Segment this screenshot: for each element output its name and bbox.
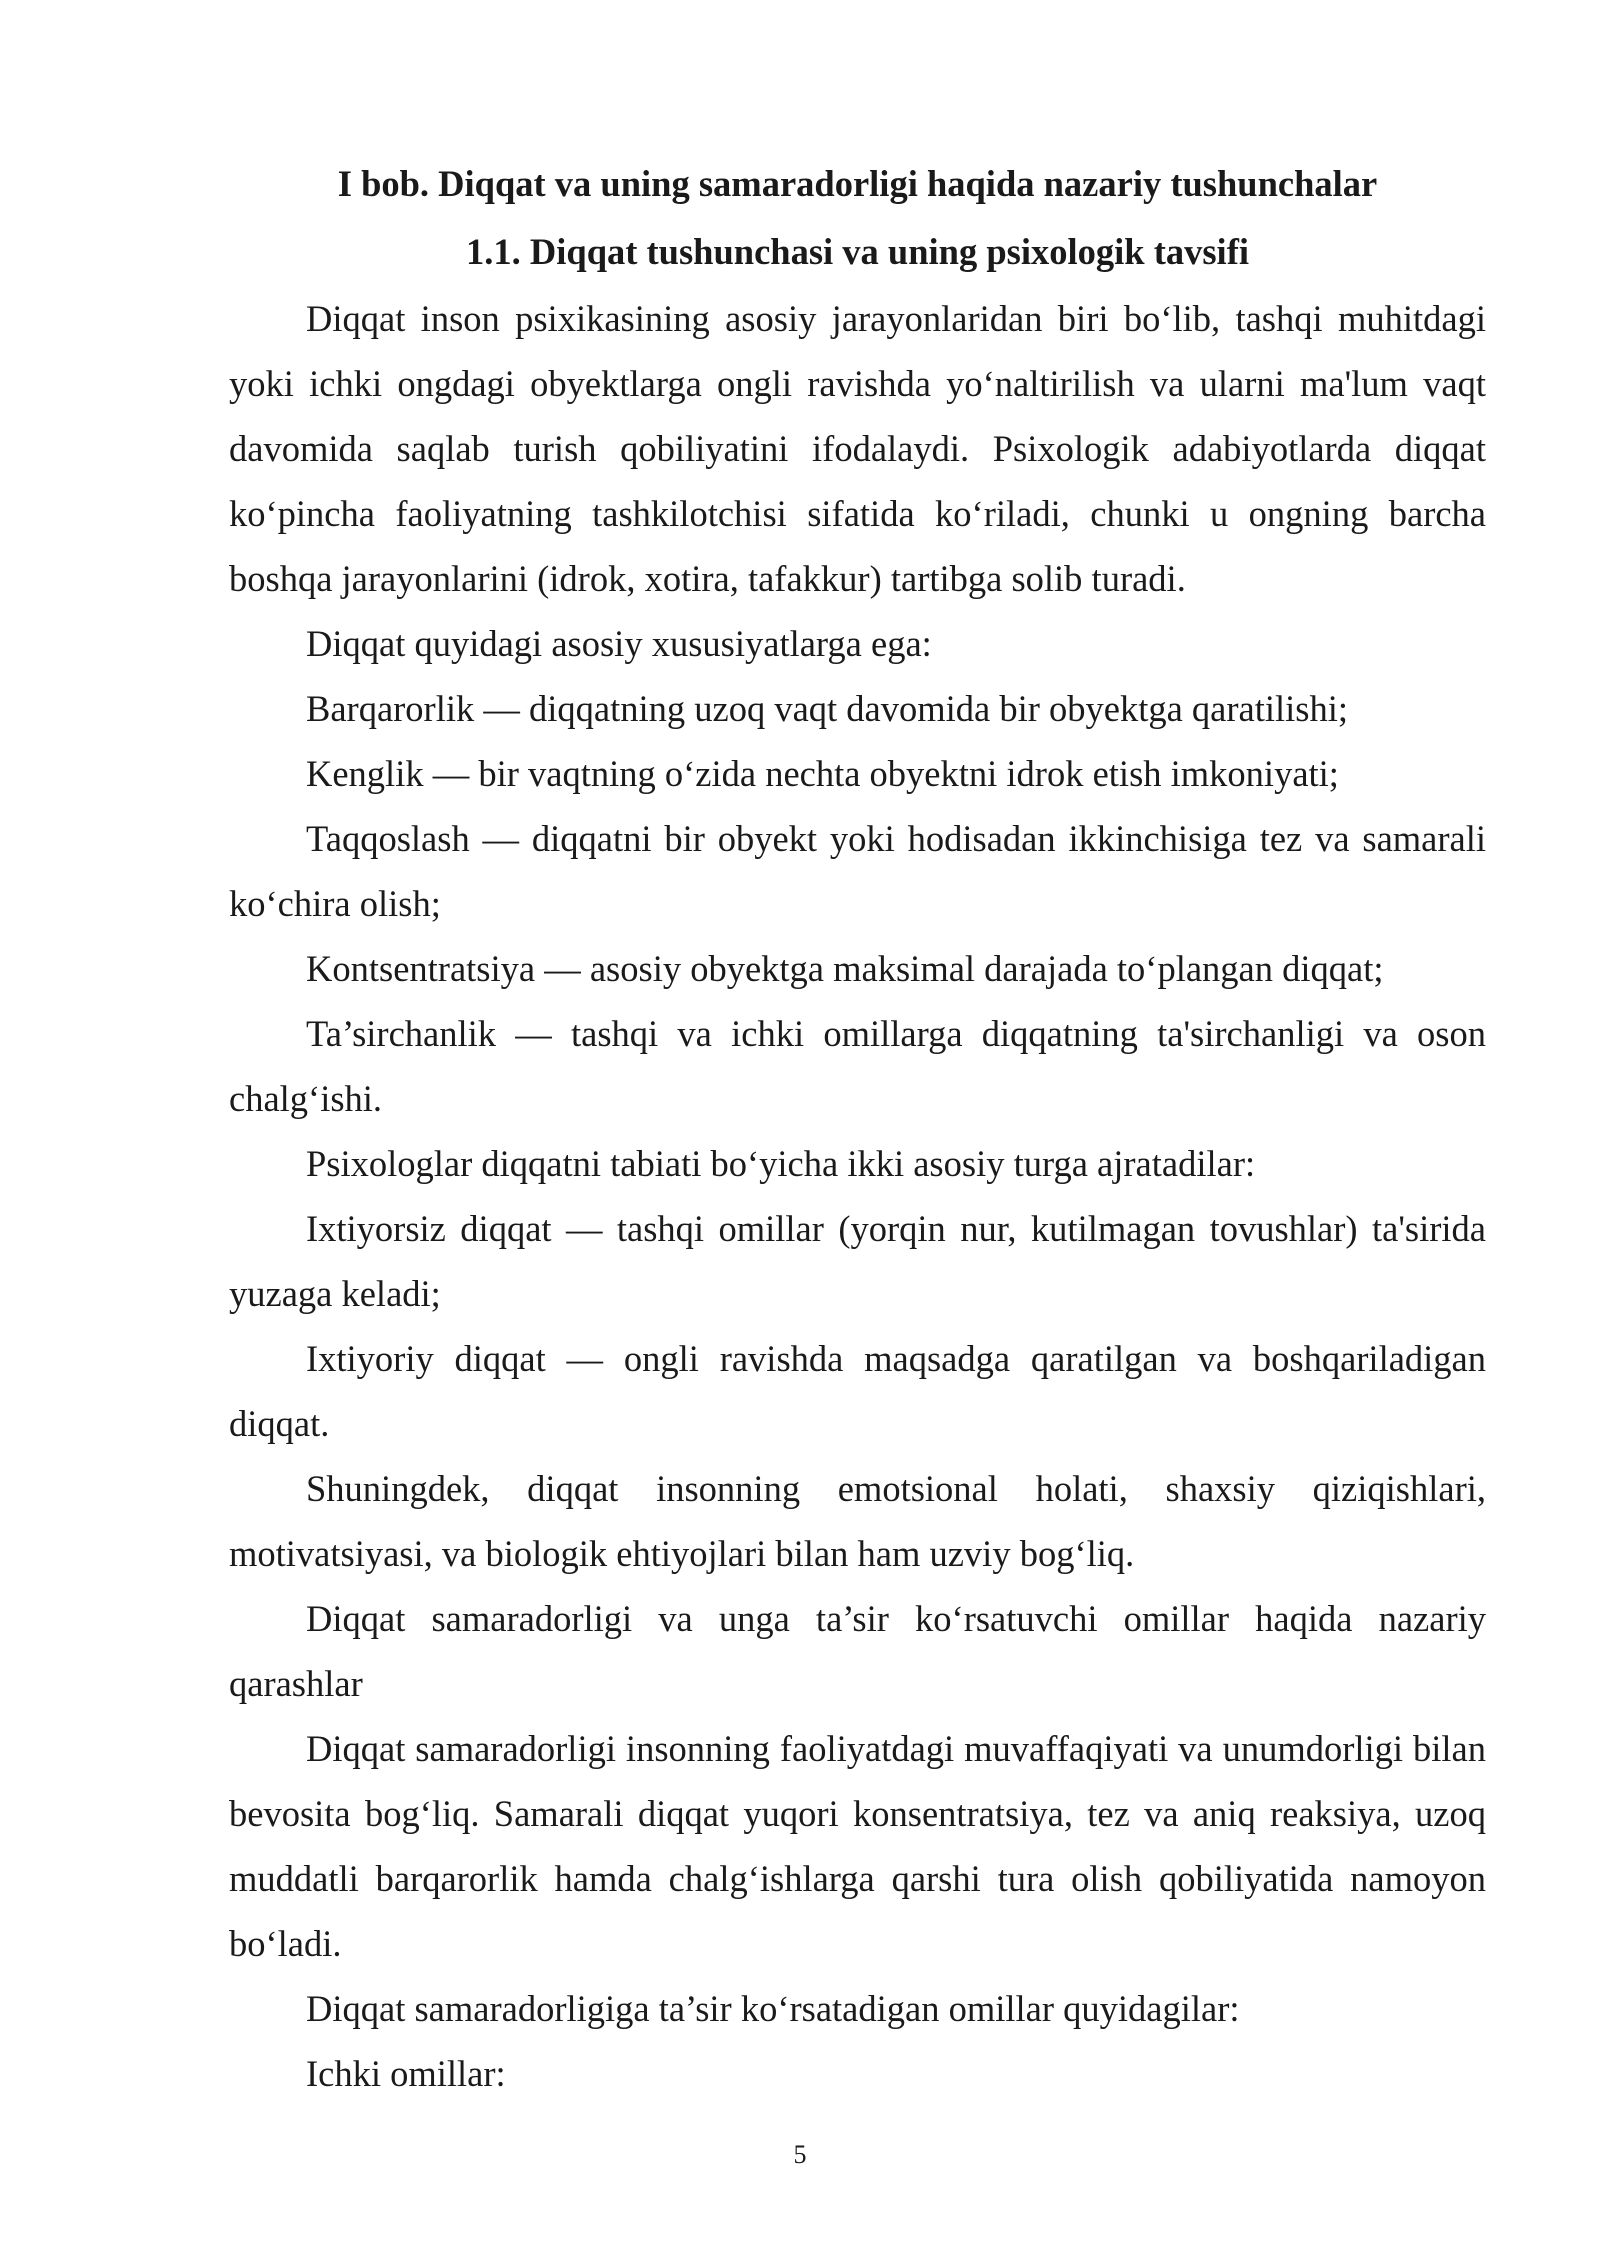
section-title: 1.1. Diqqat tushunchasi va uning psixologik tavsifi xyxy=(466,231,1249,272)
chapter-title: I bob. Diqqat va uning samaradorligi haqida nazariy tushunchalar xyxy=(337,163,1378,204)
list-item-voluntary: Ixtiyoriy diqqat — ongli ravishda maqsadga qaratilgan va boshqariladigan diqqat. xyxy=(229,1338,1486,1444)
paragraph-internal-factors: Ichki omillar: xyxy=(306,2053,506,2094)
paragraph-efficiency: Diqqat samaradorligi insonning faoliyatdagi muvaffaqiyati va unumdorligi bilan bevosita bog‘liq. Samarali diqqat yuqori konsentratsiya, tez va aniq reaksiya, uzoq muddatli barqarorlik hamda chalg‘ishlarga qarshi tura olish qobiliyatida namoyon bo‘ladi. xyxy=(229,1728,1486,1964)
list-item-stability: Barqarorlik — diqqatning uzoq vaqt davomida bir obyektga qaratilishi; xyxy=(306,688,1349,729)
list-item-breadth: Kenglik — bir vaqtning o‘zida nechta obyektni idrok etish imkoniyati; xyxy=(306,753,1339,794)
paragraph-intro: Diqqat inson psixikasining asosiy jarayonlaridan biri bo‘lib, tashqi muhitdagi yoki ichki ongdagi obyektlarga ongli ravishda yo‘naltirilish va ularni ma'lum vaqt davomida saqlab turish qobiliyatini ifodalaydi. Psixologik adabiyotlarda diqqat ko‘pincha faoliyatning tashkilotchisi sifatida ko‘riladi, chunki u ongning barcha boshqa jarayonlarini (idrok, xotira, tafakkur) tartibga solib turadi. xyxy=(229,298,1486,599)
paragraph-subheading: Diqqat samaradorligi va unga ta’sir ko‘rsatuvchi omillar haqida nazariy qarashlar xyxy=(229,1598,1486,1704)
page-number: 5 xyxy=(793,2140,807,2169)
list-item-susceptibility: Ta’sirchanlik — tashqi va ichki omillarga diqqatning ta'sirchanligi va oson chalg‘ishi. xyxy=(229,1013,1486,1119)
paragraph-factors-lead: Diqqat samaradorligiga ta’sir ko‘rsatadigan omillar quyidagilar: xyxy=(306,1988,1240,2029)
list-item-concentration: Kontsentratsiya — asosiy obyektga maksimal darajada to‘plangan diqqat; xyxy=(306,948,1384,989)
document-page xyxy=(229,150,1486,2106)
paragraph-emotional: Shuningdek, diqqat insonning emotsional holati, shaxsiy qiziqishlari, motivatsiyasi, va biologik ehtiyojlari bilan ham uzviy bog‘liq. xyxy=(229,1468,1486,1574)
list-item-switching: Taqqoslash — diqqatni bir obyekt yoki hodisadan ikkinchisiga tez va samarali ko‘chira olish; xyxy=(229,818,1486,924)
paragraph-properties-lead: Diqqat quyidagi asosiy xususiyatlarga ega: xyxy=(306,623,932,664)
list-item-involuntary: Ixtiyorsiz diqqat — tashqi omillar (yorqin nur, kutilmagan tovushlar) ta'sirida yuzaga keladi; xyxy=(229,1208,1486,1314)
paragraph-types-lead: Psixologlar diqqatni tabiati bo‘yicha ikki asosiy turga ajratadilar: xyxy=(306,1143,1256,1184)
